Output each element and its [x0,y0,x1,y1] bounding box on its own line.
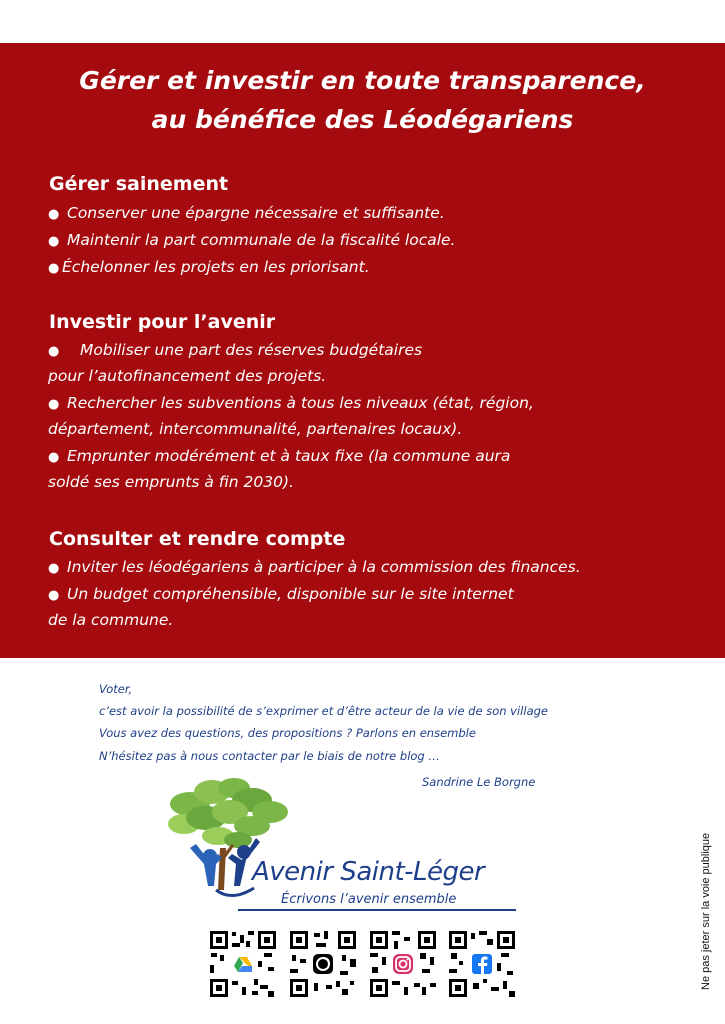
bullet-icon: ● [48,588,60,603]
instagram-icon [393,954,413,974]
list-item: ● Maintenir la part communale de la fiscalité locale. [48,230,455,252]
section-heading-consulter: Consulter et rendre compte [49,528,346,550]
brand-name: Avenir Saint-Léger [252,857,485,887]
list-item: ● Conserver une épargne nécessaire et suffisante. [48,203,445,225]
qr-code-drive[interactable] [208,929,278,999]
bullet-icon: ● [48,450,60,465]
list-item-continuation: de la commune. [48,611,174,629]
list-item-continuation: département, intercommunalité, partenaires locaux). [48,420,463,438]
qr-code-instagram[interactable] [368,929,438,999]
list-item: ● Un budget compréhensible, disponible sur le site internet [48,584,514,606]
threads-icon [313,954,333,974]
section-heading-gerer: Gérer sainement [49,173,229,195]
title-line-1: Gérer et investir en toute transparence, [79,66,646,95]
quote-line-3: Vous avez des questions, des propositions ? Parlons en ensemble [99,726,476,740]
quote-line-1: Voter, [99,682,133,696]
bullet-icon: ● [48,344,60,359]
bullet-icon: ● [48,561,60,576]
bullet-icon: ● [48,207,60,222]
program-panel [0,43,725,658]
qr-code-facebook[interactable] [447,929,517,999]
list-item: ● Emprunter modérément et à taux fixe (la commune aura [48,446,510,468]
bullet-icon: ● [48,261,60,276]
section-heading-investir: Investir pour l’avenir [49,311,276,333]
list-item-continuation: pour l’autofinancement des projets. [48,367,327,385]
tagline-underline [238,909,516,911]
quote-line-4: N’hésitez pas à nous contacter par le biais de notre blog … [99,749,440,763]
quote-signature: Sandrine Le Borgne [422,775,536,789]
list-item: ● Échelonner les projets en les priorisant. [48,257,370,279]
litter-notice: Ne pas jeter sur la voie publique [700,832,712,990]
quote-line-2: c’est avoir la possibilité de s’exprimer et d’être acteur de la vie de son village [99,704,548,718]
title-line-2: au bénéfice des Léodégariens [151,105,574,134]
bullet-icon: ● [48,234,60,249]
list-item: ● Inviter les léodégariens à participer à la commission des finances. [48,557,581,579]
bullet-icon: ● [48,397,60,412]
list-item: ● Rechercher les subventions à tous les niveaux (état, région, [48,393,534,415]
brand-tagline: Écrivons l’avenir ensemble [281,892,457,907]
facebook-icon [472,954,492,974]
page-title [0,61,725,139]
list-item-continuation: soldé ses emprunts à fin 2030). [48,473,294,491]
list-item: ● Mobiliser une part des réserves budgétaires [48,340,422,362]
qr-code-threads[interactable] [288,929,358,999]
